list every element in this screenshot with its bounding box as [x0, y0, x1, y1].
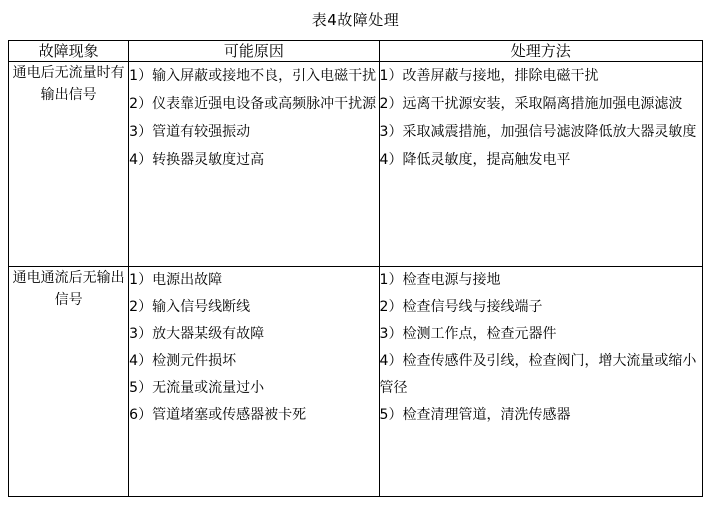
table-header-row	[9, 41, 703, 62]
table-body	[9, 62, 703, 497]
list-item: 5）检查清理管道，清洗传感器	[379, 407, 571, 423]
cell-causes	[129, 62, 379, 267]
cell-phenomenon: 通电后无流量时有输出信号	[9, 62, 129, 267]
list-item: 3）采取减震措施，加强信号滤波降低放大器灵敏度	[379, 124, 697, 140]
list-item: 5）无流量或流量过小	[129, 380, 265, 396]
fault-handling-table	[8, 40, 703, 497]
cell-phenomenon: 通电通流后无输出信号	[9, 267, 129, 497]
cell-causes	[129, 267, 379, 497]
list-item: 2）检查信号线与接线端子	[379, 299, 543, 315]
table-row	[9, 62, 703, 267]
list-item: 4）转换器灵敏度过高	[129, 152, 265, 168]
list-item: 1）输入屏蔽或接地不良，引入电磁干扰	[129, 68, 377, 84]
list-item: 6）管道堵塞或传感器被卡死	[129, 407, 307, 423]
cell-solutions	[379, 62, 702, 267]
list-item: 4）检查传感件及引线，检查阀门，增大流量或缩小管径	[379, 353, 697, 396]
list-item: 3）检测工作点，检查元器件	[379, 326, 557, 342]
table-header	[9, 41, 703, 62]
list-item: 1）检查电源与接地	[379, 272, 501, 288]
cell-solutions	[379, 267, 702, 497]
list-item: 4）降低灵敏度，提高触发电平	[379, 152, 571, 168]
table-row	[9, 267, 703, 497]
list-item: 3）放大器某级有故障	[129, 326, 265, 342]
list-item: 1）电源出故障	[129, 272, 223, 288]
column-header-causes: 可能原因	[129, 41, 379, 62]
list-item: 2）仪表靠近强电设备或高频脉冲干扰源	[129, 96, 377, 112]
list-item: 2）远离干扰源安装，采取隔离措施加强电源滤波	[379, 96, 683, 112]
column-header-phenomenon: 故障现象	[9, 41, 129, 62]
list-item: 1）改善屏蔽与接地，排除电磁干扰	[379, 68, 599, 84]
list-item: 3）管道有较强振动	[129, 124, 251, 140]
column-header-solutions: 处理方法	[379, 41, 702, 62]
list-item: 4）检测元件损坏	[129, 353, 237, 369]
page-title: 表4故障处理	[311, 11, 400, 29]
list-item: 2）输入信号线断线	[129, 299, 251, 315]
